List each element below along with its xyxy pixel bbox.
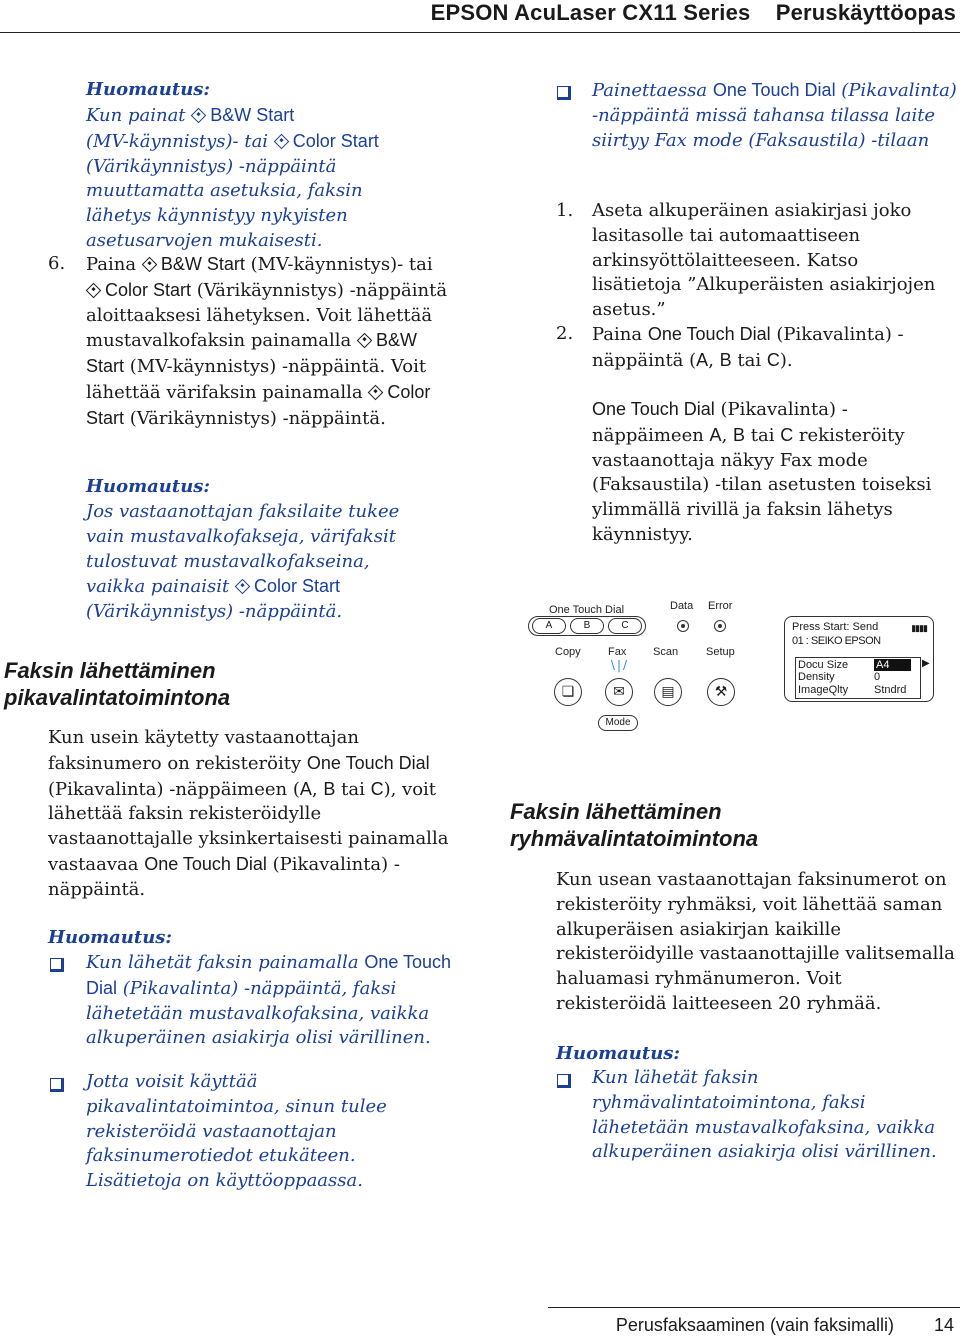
lcd-line-2: 01 : SEIKO EPSON [792,635,881,647]
one-touch-dial-label: One Touch Dial [549,604,625,616]
note-1: Kun painat B&W Start (MV-käynnistys)- tai Color Start (Värikäynnistys) -näppäintä muuttamatta asetuksia, faksin lähetys käynnistyy nykyisten asetusarvojen mukaisesti. [86,105,379,251]
note-heading-1: Huomautus: [86,79,211,100]
step-2-paragraph: One Touch Dial (Pikavalinta) -näppäimeen A, B tai C rekisteröity vastaanottaja näkyy Fax mode (Faksaustila) -tilan asetusten toiseksi ylimmällä rivillä ja faksin lähetys käynnistyy. [592,399,932,545]
mode-label: Mode [598,715,638,731]
copy-label: Copy [555,646,581,658]
lcd-row-label: Docu Size [798,659,849,671]
lcd-display [784,616,934,702]
step-6-text: Paina B&W Start (MV-käynnistys)- tai Color Start (Värikäynnistys) -näppäintä aloittaaksesi lähetyksen. Voit lähettää mustavalkofaksin painamalla B&W Start (MV-käynnistys) -näppäintä. Voit lähettää värifaksin painamalla Color Start (Värikäynnistys) -näppäintä. [86,254,448,429]
note-4: Kun lähetät faksin ryhmävalintatoimintona, faksi lähetetään mustavalkofaksina, vaikka alkuperäinen asiakirja olisi värillinen. [592,1067,937,1163]
data-label: Data [670,600,694,612]
error-led-icon [714,620,726,632]
setup-button-icon: ⚒ [707,678,735,706]
footer-rule [548,1307,960,1308]
bullet-icon [50,958,64,972]
note-heading-3: Huomautus: [48,927,173,948]
lcd-row-value-selected: A4 [874,659,911,671]
lcd-line-1: Press Start: Send [792,621,879,633]
bullet-icon [50,1078,64,1092]
lcd-row-label: Density [798,671,835,683]
step-2-text: Paina One Touch Dial (Pikavalinta) -näppäintä (A, B tai C). [592,324,904,371]
setup-label: Setup [706,646,735,658]
lcd-row-value: Stndrd [874,684,907,696]
signal-bars-icon: ▮▮▮▮ [911,623,927,633]
step-2-number: 2. [556,323,574,344]
start-diamond-icon [191,108,207,124]
page-number: 14 [933,1315,954,1335]
data-led-icon [677,620,689,632]
fax-button-icon: ✉ [605,678,633,706]
fax-label: Fax [608,646,627,658]
fax-highlight-rays-icon: \|/ [610,658,630,672]
note-3-bullet-1: Kun lähetät faksin painamalla One Touch Dial (Pikavalinta) -näppäintä, faksi lähetetään mustavalkofaksina, vaikka alkuperäinen asiakirja olisi värillinen. [86,952,452,1049]
footer-text [616,1315,954,1336]
header-title: EPSON AcuLaser CX11 Series Peruskäyttöopas [430,0,956,25]
page-header [0,0,960,33]
start-diamond-icon [357,333,373,349]
lcd-settings-menu [795,657,930,699]
lcd-row-label: ImageQlty [798,684,849,696]
step-6-number: 6. [48,253,66,274]
footer-section: Perusfaksaaminen (vain faksimalli) [615,1315,894,1335]
start-diamond-icon [142,257,158,273]
section-heading-speed-dial: Faksin lähettäminen pikavalintatoimintona [4,658,231,710]
start-diamond-icon [274,134,290,150]
right-bullet-1: Painettaessa One Touch Dial (Pikavalinta) -näppäintä missä tahansa tilassa laite siirtyy Fax mode (Faksaustila) -tilaan [592,80,957,151]
start-diamond-icon [86,283,102,299]
step-1-text: Aseta alkuperäinen asiakirjasi joko lasitasolle tai automaattiseen arkinsyöttölaitteeseen. Katso lisätietoja ”Alkuperäisten asiakirjojen asetus.” [592,200,936,321]
speed-dial-body: Kun usein käytetty vastaanottajan faksinumero on rekisteröity One Touch Dial (Pikavalinta) -näppäimeen (A, B tai C), voit lähettää faksin rekisteröidylle vastaanottajalle yksinkertaisesti painamalla vastaavaa One Touch Dial (Pikavalinta) -näppäintä. [48,727,449,900]
error-label: Error [708,600,733,612]
control-panel-diagram [520,596,958,734]
group-dial-body: Kun usean vastaanottajan faksinumerot on rekisteröity ryhmäksi, voit lähettää saman alkuperäisen asiakirjan kaikille rekisteröidyille vastaanottajille valitsemalla haluamasi ryhmänumeron. Voit rekisteröidä laitteeseen 20 ryhmää. [556,869,955,1014]
one-touch-key-c: C [608,618,642,634]
start-diamond-icon [235,579,251,595]
step-1-number: 1. [556,200,574,221]
note-2: Jos vastaanottajan faksilaite tukee vain mustavalkofakseja, värifaksit tulostuvat mustavalkofakseina, vaikka painaisit Color Start (Värikäynnistys) -näppäintä. [86,501,400,623]
scan-label: Scan [653,646,679,658]
one-touch-key-b: B [570,618,604,634]
copy-button-icon: ❏ [554,678,582,706]
lcd-row-value: 0 [874,671,881,683]
arrow-right-icon: ▶ [922,658,930,669]
page-footer [0,1307,960,1341]
start-diamond-icon [368,385,384,401]
bullet-icon [557,1074,571,1088]
note-3-bullet-2: Jotta voisit käyttää pikavalintatoimintoa, sinun tulee rekisteröidä vastaanottajan faksinumerotiedot etukäteen. Lisätietoja on käyttöoppaassa. [86,1071,387,1192]
one-touch-key-a: A [532,618,566,634]
bullet-icon [557,86,571,100]
note-heading-4: Huomautus: [556,1043,681,1064]
section-heading-group-dial: Faksin lähettäminen ryhmävalintatoimintona [510,799,759,851]
scan-button-icon: ▤ [654,678,682,706]
note-heading-2: Huomautus: [86,476,211,497]
